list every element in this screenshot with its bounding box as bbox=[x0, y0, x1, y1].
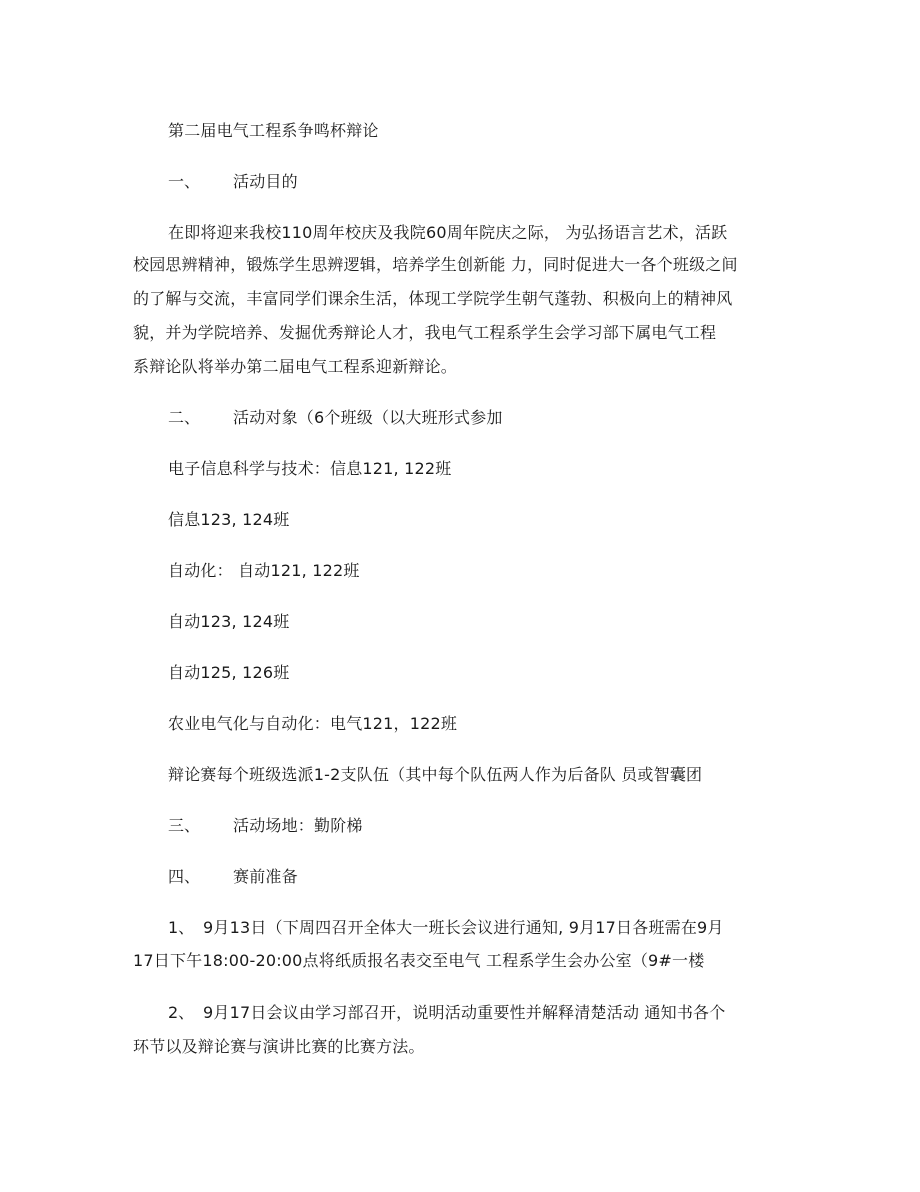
section-3-heading: 活动场地：勤阶梯 bbox=[233, 816, 363, 835]
class-list-line: 农业电气化与自动化：电气121，122班 bbox=[168, 714, 458, 733]
document-title: 第二届电气工程系争鸣杯辩论 bbox=[168, 121, 379, 140]
section-1-heading: 活动目的 bbox=[233, 172, 298, 191]
class-list-line: 自动化： 自动121, 122班 bbox=[168, 561, 360, 580]
section-4-heading: 赛前准备 bbox=[233, 867, 298, 886]
item-2-number: 2、 bbox=[168, 1003, 195, 1022]
section-1-para-line: 系辩论队将举办第二届电气工程系迎新辩论。 bbox=[133, 357, 458, 376]
item-2-line: 环节以及辩论赛与演讲比赛的比赛方法。 bbox=[133, 1037, 425, 1056]
section-1-para-line: 貌，并为学院培养、发掘优秀辩论人才，我电气工程系学生会学习部下属电气工程 bbox=[133, 323, 717, 342]
item-1-line: 9月13日（下周四召开全体大一班长会议进行通知, 9月17日各班需在9月 bbox=[203, 918, 724, 937]
section-1-para-line: 校园思辨精神，锻炼学生思辨逻辑，培养学生创新能 力，同时促进大一各个班级之间 bbox=[133, 255, 738, 274]
section-2-number: 二、 bbox=[168, 408, 201, 427]
section-1-para-line: 的了解与交流，丰富同学们课余生活，体现工学院学生朝气蓬勃、积极向上的精神风 bbox=[133, 289, 733, 308]
class-list-line: 自动123, 124班 bbox=[168, 612, 290, 631]
section-2-heading: 活动对象（6个班级（以大班形式参加 bbox=[233, 408, 503, 427]
class-list-line: 电子信息科学与技术：信息121, 122班 bbox=[168, 459, 452, 478]
item-2-line: 9月17日会议由学习部召开，说明活动重要性并解释清楚活动 通知书各个 bbox=[203, 1003, 726, 1022]
section-1-para-line: 在即将迎来我校110周年校庆及我院60周年院庆之际， 为弘扬语言艺术，活跃 bbox=[168, 223, 728, 242]
class-list-line: 自动125, 126班 bbox=[168, 663, 290, 682]
item-1-number: 1、 bbox=[168, 918, 195, 937]
class-list-line: 信息123, 124班 bbox=[168, 510, 290, 529]
section-4-number: 四、 bbox=[168, 867, 201, 886]
section-1-number: 一、 bbox=[168, 172, 201, 191]
team-selection-line: 辩论赛每个班级选派1-2支队伍（其中每个队伍两人作为后备队 员或智囊团 bbox=[168, 765, 703, 784]
item-1-line: 17日下午18:00-20:00点将纸质报名表交至电气 工程系学生会办公室（9#一楼 bbox=[133, 951, 705, 970]
section-3-number: 三、 bbox=[168, 816, 201, 835]
